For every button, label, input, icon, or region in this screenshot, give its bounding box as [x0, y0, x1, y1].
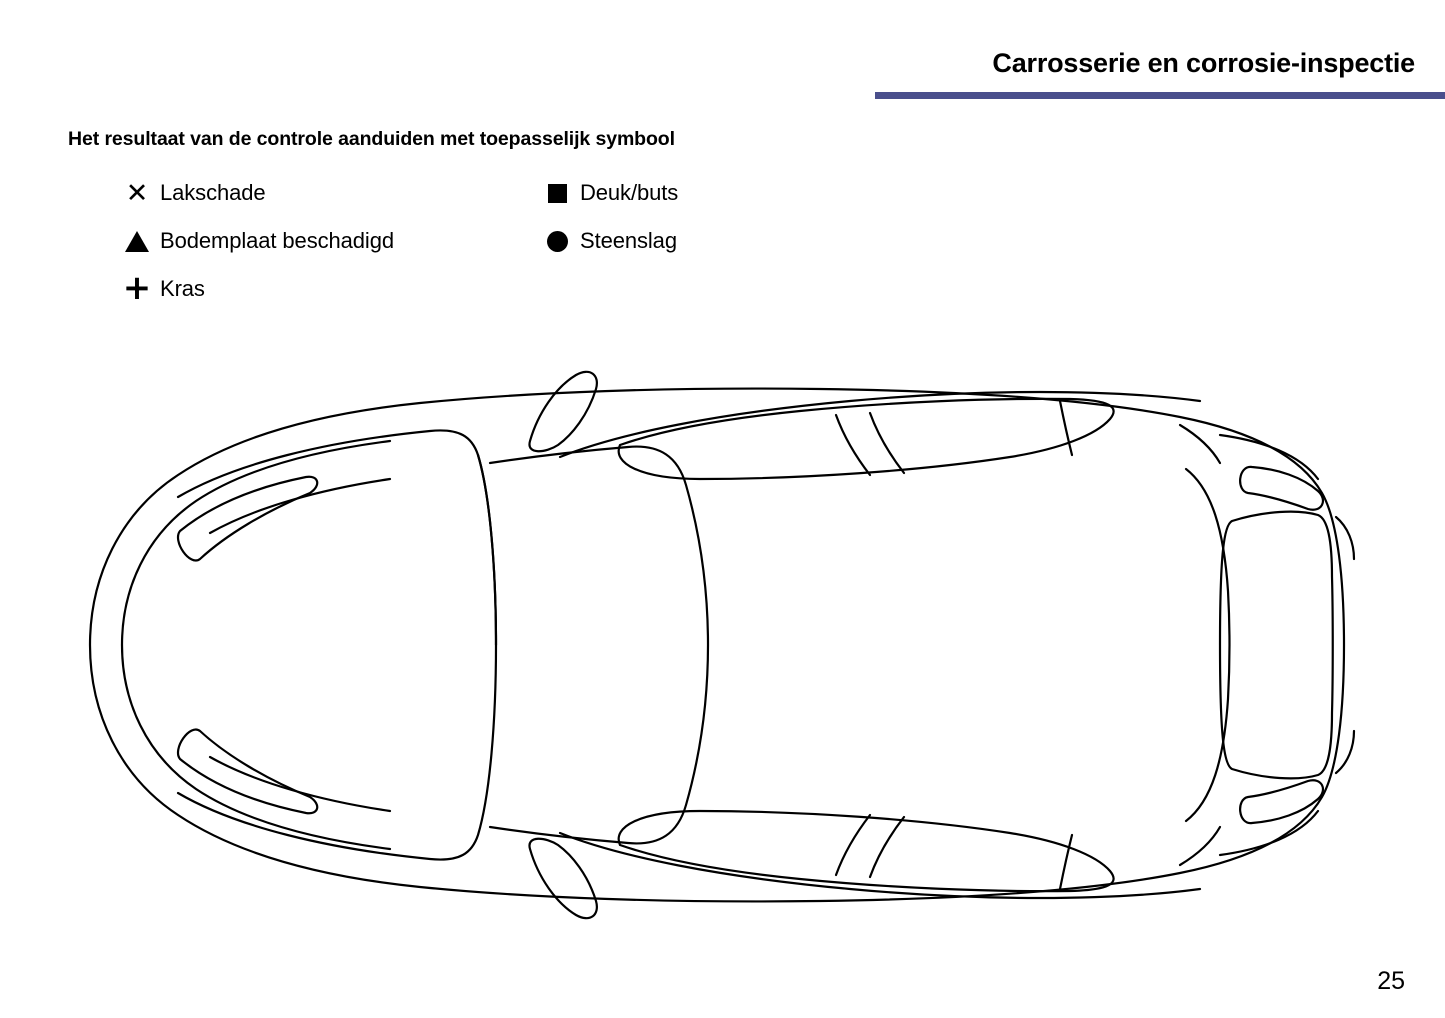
lower-pillar-line-2 [870, 817, 904, 877]
square-glyph [548, 184, 567, 203]
cross-glyph: ✕ [125, 177, 149, 209]
legend-item-deuk-buts [534, 169, 678, 217]
lower-pillar-line-3 [1060, 835, 1072, 889]
triangle-symbol-icon [114, 231, 160, 252]
plus-symbol-icon [114, 268, 160, 309]
legend-grid [114, 169, 968, 313]
page-number: 25 [1377, 967, 1405, 995]
legend-heading: Het resultaat van de controle aanduiden met toepasselijk symbool [68, 128, 675, 150]
header-accent-rule [875, 92, 1445, 99]
circle-glyph [547, 231, 568, 252]
roof-rear-seam-lower [1180, 827, 1220, 865]
front-bumper-line-lower [122, 645, 390, 849]
cross-symbol-icon [114, 177, 160, 209]
legend-label: Kras [160, 276, 205, 301]
side-mirror-left [529, 372, 596, 451]
legend-item-kras [114, 265, 534, 313]
headlight-left [178, 477, 317, 561]
legend-row [114, 217, 968, 265]
legend-row [114, 265, 968, 313]
side-mirror-right [529, 839, 596, 918]
upper-pillar-line-1 [836, 415, 870, 475]
legend-row [114, 169, 968, 217]
upper-pillar-line-2 [870, 413, 904, 473]
windshield-roof [490, 447, 708, 844]
lower-side-glass [619, 811, 1114, 891]
page-header [0, 48, 1445, 104]
front-bumper-line [122, 441, 390, 645]
rear-bumper-line-lower [1220, 811, 1318, 855]
upper-side-glass [619, 399, 1114, 479]
legend-label: Lakschade [160, 180, 266, 205]
legend-item-steenslag [534, 217, 677, 265]
car-body-outline [90, 389, 1344, 902]
headlight-right [178, 729, 317, 813]
square-symbol-icon [534, 184, 580, 203]
legend-block [68, 128, 968, 313]
hood-crease-lower [210, 757, 390, 811]
hood-crease-upper [210, 479, 390, 533]
legend-item-bodemplaat-beschadigd [114, 217, 534, 265]
taillight-upper [1240, 467, 1323, 510]
legend-label: Bodemplaat beschadigd [160, 228, 394, 253]
circle-symbol-icon [534, 231, 580, 252]
upper-pillar-line-3 [1060, 401, 1072, 455]
triangle-glyph [125, 231, 149, 252]
legend-item-lakschade [114, 169, 534, 217]
roof-front-edge [478, 455, 496, 645]
car-diagram[interactable] [60, 345, 1390, 945]
taillight-lower [1240, 780, 1323, 823]
rear-window [1186, 469, 1230, 821]
lower-pillar-line-1 [836, 815, 870, 875]
trunk-lid [1220, 512, 1333, 779]
legend-label: Steenslag [580, 228, 677, 253]
legend-label: Deuk/buts [580, 180, 679, 205]
hood-outline [178, 430, 496, 859]
page-title: Carrosserie en corrosie-inspectie [992, 48, 1415, 78]
plus-glyph: + [122, 268, 152, 309]
roof-rear-seam [1180, 425, 1220, 463]
rear-bumper-line-upper [1220, 435, 1318, 479]
